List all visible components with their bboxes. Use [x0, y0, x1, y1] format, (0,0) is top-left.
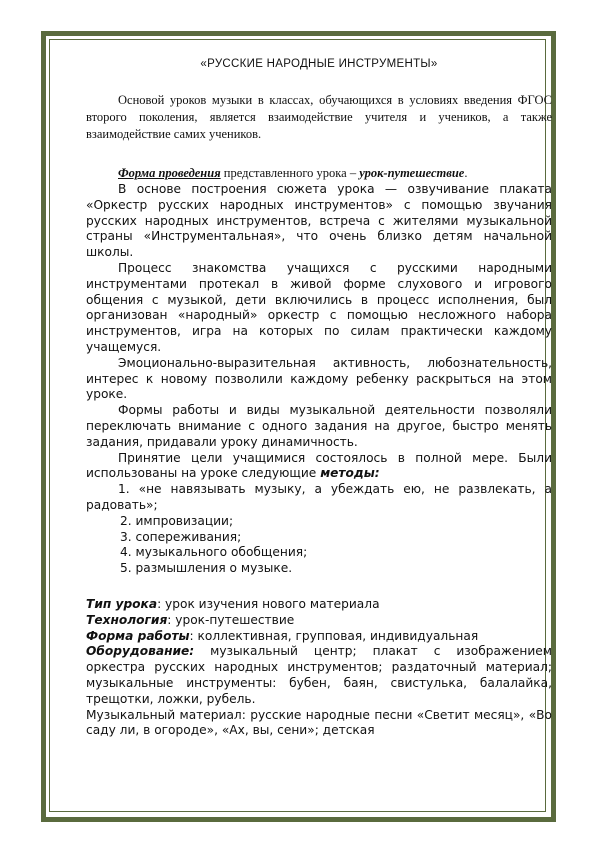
- lesson-form-end: .: [464, 166, 468, 180]
- list-item: 3. сопереживания;: [120, 529, 242, 544]
- technology-value: : урок-путешествие: [167, 612, 295, 627]
- lesson-form-value: урок-путешествие: [359, 166, 465, 180]
- work-form-value: : коллективная, групповая, индивидуальная: [189, 628, 479, 643]
- document-body: [86, 56, 552, 739]
- list-item: [86, 482, 552, 514]
- equipment-label: Оборудование:: [86, 644, 195, 659]
- work-form-label: Форма работы: [86, 628, 190, 643]
- methods-label: методы:: [320, 466, 380, 481]
- paragraph-process: Процесс знакомства учащихся с русскими народными инструментами протекал в живой форме слухового и игрового общения с музыкой, дети включились в процесс исполнения, был организован «народный» оркестр с помощью несложного набора инструментов, игра на которых по силам практически каждому учащемуся.: [86, 260, 552, 354]
- work-form-line: [86, 629, 552, 645]
- technology-line: [86, 613, 552, 629]
- paragraph-emotional: Эмоционально-выразительная активность, любознательность, интерес к новому позволили каждому ребенку раскрыться на этом уроке.: [86, 355, 552, 402]
- equipment-value: музыкальный центр; плакат с изображением оркестра русских народных инструментов; раздаточный материал; музыкальные инструменты: бубен, баян, свистулька, балалайка, трещотки, ложки, рубель.: [86, 644, 552, 706]
- spacer: [86, 143, 552, 165]
- lesson-type-label: Тип урока: [86, 596, 158, 611]
- methods-intro-text: Принятие цели учащимися состоялось в полной мере. Были использованы на уроке следующие: [86, 450, 552, 481]
- list-item: 5. размышления о музыке.: [120, 561, 293, 576]
- equipment-line: [86, 644, 552, 707]
- music-material-line: Музыкальный материал: русские народные песни «Светит месяц», «Во саду ли, в огороде», «Ах, вы, сени»; детская: [86, 707, 552, 738]
- paragraph-forms: Формы работы и виды музыкальной деятельности позволяли переключать внимание с одного задания на другое, быстро менять задания, придавали уроку динамичность.: [86, 403, 552, 449]
- spacer: [86, 577, 552, 597]
- document-title: «РУССКИЕ НАРОДНЫЕ ИНСТРУМЕНТЫ»: [200, 58, 438, 70]
- intro-paragraph: Основой уроков музыки в классах, обучающихся в условиях введения ФГОС второго поколения, является взаимодействие учителя и учеников, а также взаимодействие самих учеников.: [86, 93, 552, 141]
- lesson-form-line: [118, 165, 552, 182]
- list-item: 4. музыкального обобщения;: [120, 545, 308, 560]
- lesson-type-value: : урок изучения нового материала: [157, 596, 380, 611]
- paragraph-plot: В основе построения сюжета урока — озвучивание плаката «Оркестр русских народных инструментов» с помощью звучания русских народных инструментов, встреча с жителями музыкальной страны «Инструментальная», что очень близко детям начальной школы.: [86, 182, 552, 260]
- technology-label: Технология: [86, 612, 168, 627]
- lesson-form-middle: представленного урока –: [220, 166, 360, 180]
- methods-intro: [86, 451, 552, 483]
- list-item: 2. импровизации;: [120, 513, 234, 528]
- lesson-form-label: Форма проведения: [118, 166, 221, 180]
- method-item-1: 1. «не навязывать музыку, а убеждать ею, не развлекать, а радовать»;: [86, 482, 552, 512]
- methods-list: [86, 482, 552, 577]
- lesson-type-line: [86, 597, 552, 613]
